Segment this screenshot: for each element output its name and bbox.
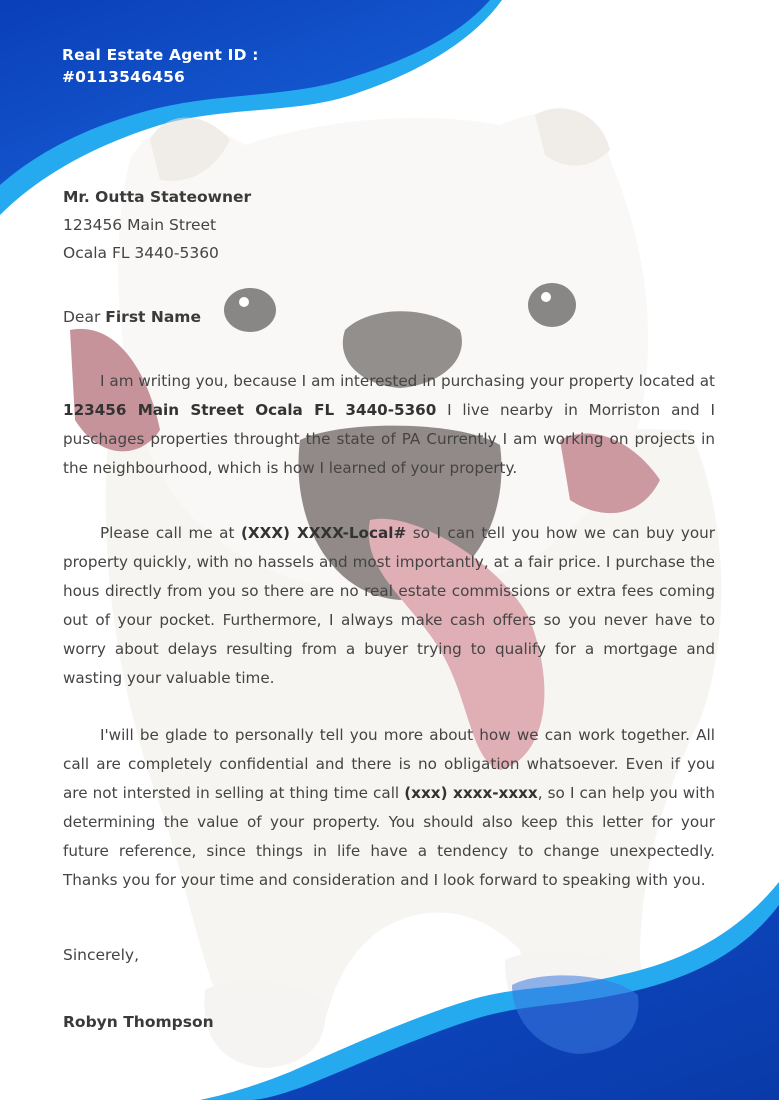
recipient-name: Mr. Outta Stateowner [63,188,252,206]
agent-id-value: #0113546456 [62,68,186,86]
body-paragraph-1 [63,367,715,483]
salutation-prefix: Dear [63,308,101,326]
body-paragraph-3 [63,721,715,895]
agent-id-block [62,44,259,88]
body-paragraph-2 [63,519,715,693]
salutation [63,304,201,330]
p1-text-a: I am writing you, because I am interested in purchasing your property located at [100,372,715,390]
recipient-city-line: Ocala FL 3440-5360 [63,244,219,262]
closing: Sincerely, [63,946,140,964]
property-address: 123456 Main Street Ocala FL 3440-5360 [63,401,437,419]
p1-text-b: I live nearby in Morriston and I puschages properties throught the state of PA Currently I am working on projects in the neighbourhood, which is how I learned of your property. [63,401,715,477]
p3-text-a: I'will be glade to personally tell you more about how we can work together. All call are completely confidential and there is no obligation whatsoever. Even if you are not intersted in selling at thing time call [63,726,715,802]
recipient-address [63,183,251,267]
p3-text-b: , so I can help you with determining the value of your property. You should also keep this letter for your future reference, since things in life have a tendency to change unexpectedly. Thanks you for your time and consideration and I look forward to speaking with you. [63,784,716,889]
recipient-street: 123456 Main Street [63,216,217,234]
signer-name: Robyn Thompson [63,1013,214,1031]
p2-text-a: Please call me at [100,524,235,542]
agent-id-label: Real Estate Agent ID : [62,46,259,64]
agent-phone: (XXX) XXXX-Local# [240,524,407,542]
salutation-name: First Name [105,308,201,326]
p2-text-b: so I can tell you how we can buy your property quickly, with no hassels and most importantly, at a fair price. I purchase the hous directly from you so there are no real estate commissions or extra fees coming out of your pocket. Furthermore, I always make cash offers so you never have to worry about delays resulting from a buyer trying to qualify for a mortgage and wasting your valuable time. [63,524,716,687]
contact-phone: (xxx) xxxx-xxxx [404,784,538,802]
